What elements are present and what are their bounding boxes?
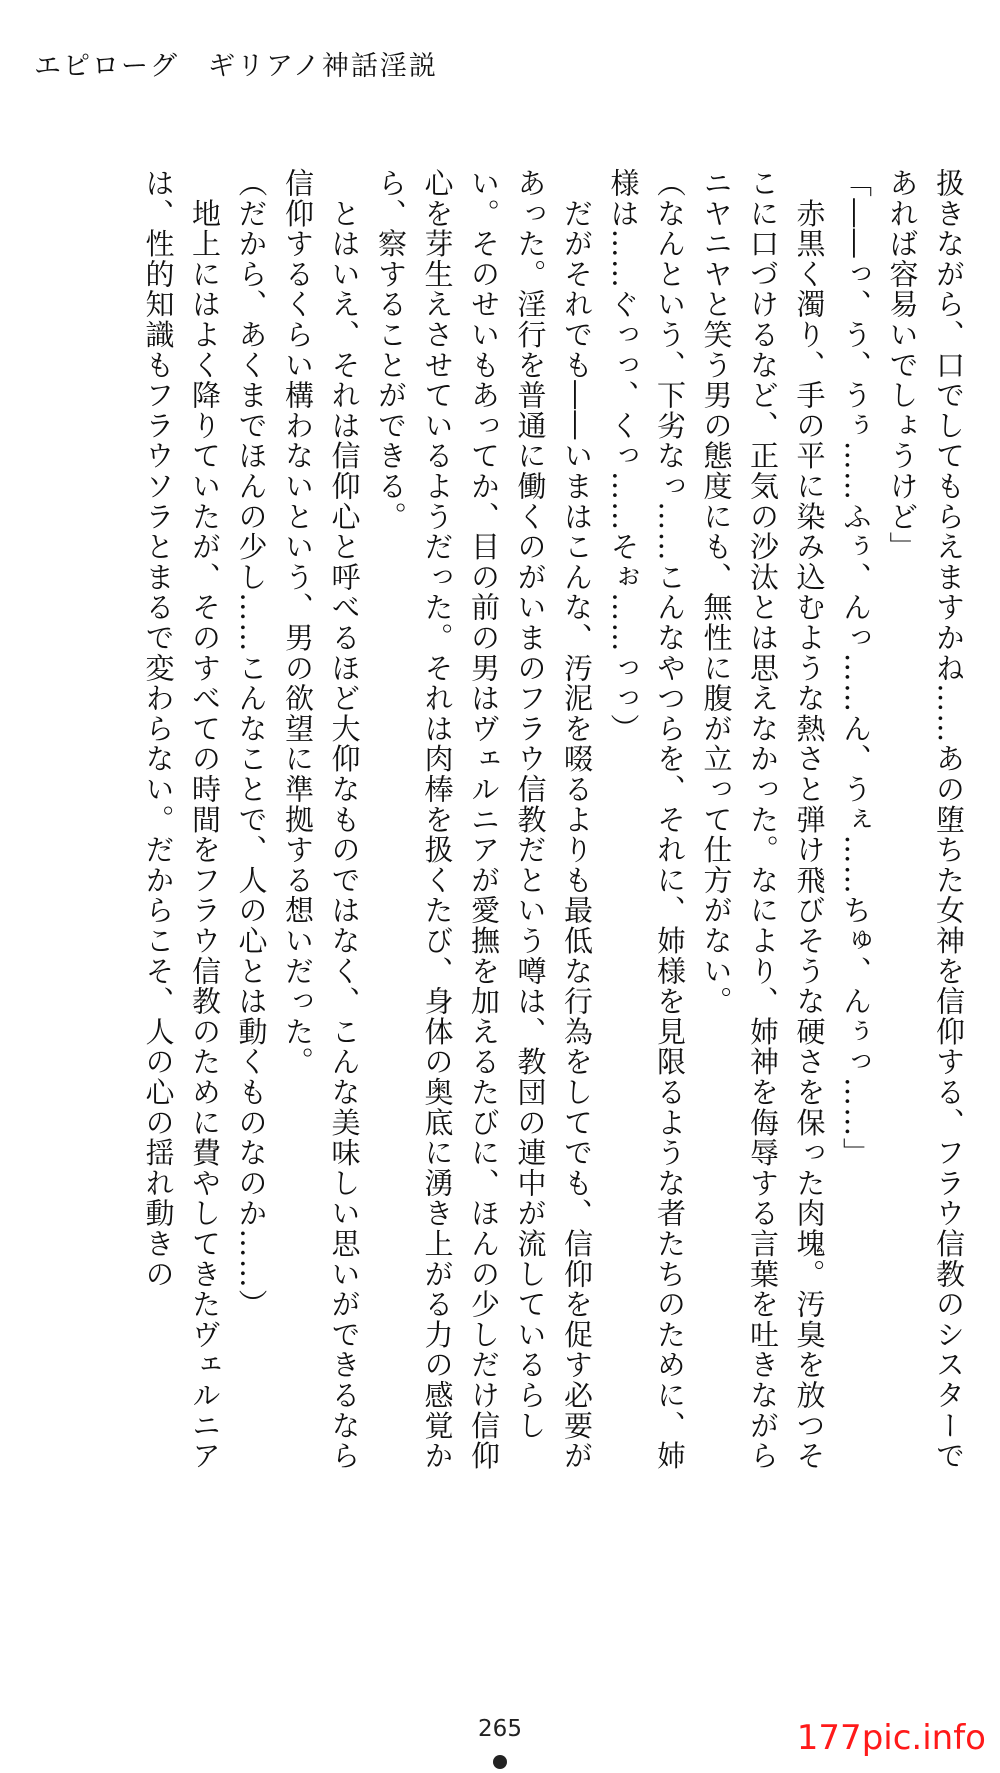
body-paragraph: （なんという、下劣なっ……こんなやつらを、それに、姉様を見限るような者たちのために、姉様は……ぐっっ、くっ……そぉ……っっ） bbox=[606, 168, 687, 1471]
vertical-body-text bbox=[52, 168, 972, 1493]
body-paragraph: （だから、あくまでほんの少し……こんなことで、人の心とは動くものなのか……） bbox=[234, 168, 269, 1320]
body-paragraph: 赤黒く濁り、手の平に染み込むような熱さと弾け飛びそうな硬さを保った肉塊。汚臭を放つそこに口づけるなど、正気の沙汰とは思えなかった。なにより、姉神を侮辱する言葉を吐きながらニヤニヤと笑う男の態度にも、無性に腹が立って仕方がない。 bbox=[699, 168, 827, 1471]
body-paragraph: だがそれでも――いまはこんな、汚泥を啜るよりも最低な行為をしてでも、信仰を促す必要があった。淫行を普通に働くのがいまのフラウ信教だという噂は、教団の連中が流しているらしい。そのせいもあってか、目の前の男はヴェルニアが愛撫を加えるたびに、ほんの少しだけ信仰心を芽生えさせているようだった。それは肉棒を扱くたび、身体の奥底に湧き上がる力の感覚から、察することができる。 bbox=[374, 168, 594, 1471]
body-paragraph: とはいえ、それは信仰心と呼べるほど大仰なものではなく、こんな美味しい思いができるなら信仰するくらい構わないという、男の欲望に準拠する想いだった。 bbox=[281, 168, 362, 1471]
page-number: 265 bbox=[478, 1716, 522, 1742]
running-head-title: エピローグ ギリアノ神話淫説 bbox=[34, 51, 438, 82]
body-paragraph: 「――っ、う、うぅ……ふぅ、んっ……ん、うぇ……ちゅ、んぅっ……」 bbox=[839, 168, 873, 1168]
body-paragraph: 扱きながら、口でしてもらえますかね……あの堕ちた女神を信仰する、フラウ信教のシスターであれば容易いでしょうけど」 bbox=[885, 168, 966, 1471]
folio-dot-ornament bbox=[493, 1755, 507, 1769]
site-watermark: 177pic.info bbox=[796, 1718, 986, 1758]
body-paragraph: 地上にはよく降りていたが、そのすべての時間をフラウ信教のために費やしてきたヴェルニアは、性的知識もフラウソラとまるで変わらない。だからこそ、人の心の揺れ動きの bbox=[141, 168, 222, 1471]
